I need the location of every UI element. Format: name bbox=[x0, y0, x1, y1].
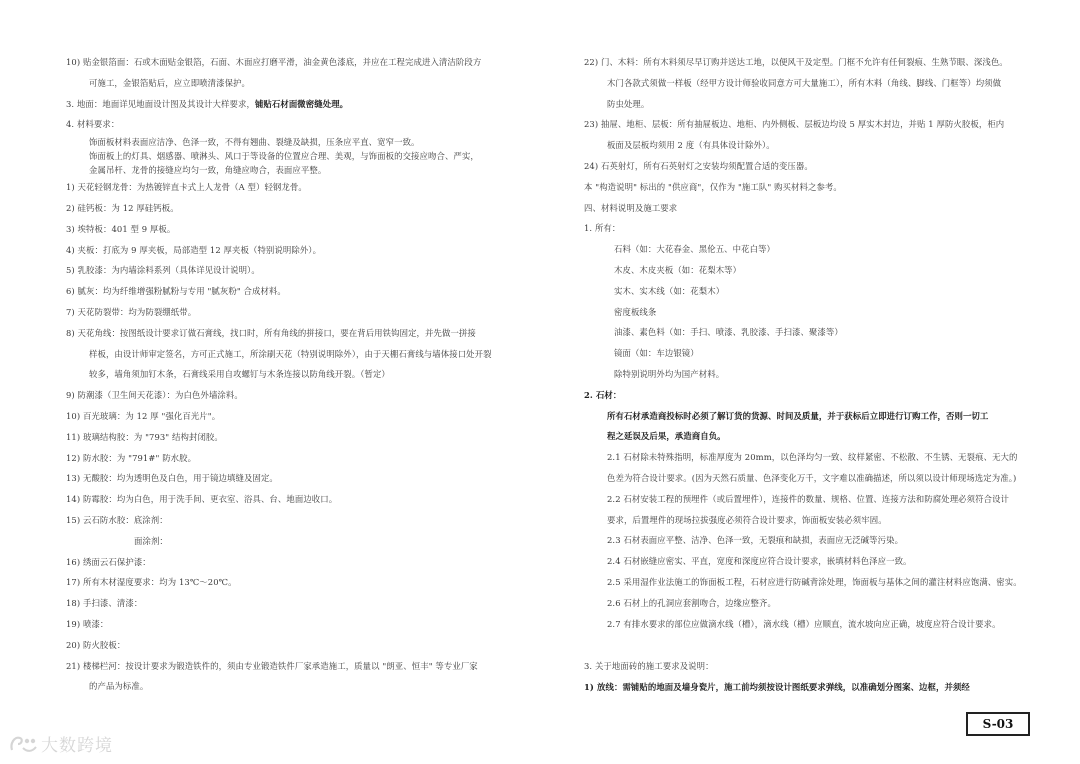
left-line bbox=[66, 552, 528, 573]
right-line-text: 2. 石材： bbox=[584, 389, 622, 400]
left-line bbox=[66, 177, 528, 198]
left-line bbox=[66, 344, 528, 365]
left-line-text: 17) 所有木材湿度要求：均为 13℃～20℃。 bbox=[66, 577, 237, 588]
left-line-text: 金属吊杆、龙骨的接缝应均匀一致，角缝应吻合，表面应平整。 bbox=[89, 165, 327, 176]
right-line bbox=[584, 218, 1044, 239]
left-line bbox=[66, 163, 528, 177]
right-line bbox=[584, 322, 1044, 343]
spacer bbox=[584, 634, 1044, 656]
left-line bbox=[66, 281, 528, 302]
right-line bbox=[584, 677, 1044, 698]
right-line bbox=[584, 385, 1044, 406]
left-line-text: 21) 楼梯栏河：按设计要求为锻造铁件的，须由专业锻造铁件厂家承造施工，质量以 "朗亚、恒丰" 等专业厂家 bbox=[66, 660, 478, 671]
right-line-text: 2.3 石材表面应平整、洁净、色泽一致，无裂痕和缺损，表面应无泛碱等污染。 bbox=[607, 535, 904, 546]
left-line-text: 15) 云石防水胶：底涂剂： bbox=[66, 514, 168, 525]
left-line bbox=[66, 656, 528, 677]
left-line-text: 16) 绣面云石保护漆： bbox=[66, 556, 151, 567]
left-line-text: 11) 玻璃结构胶：为 "793" 结构封闭胶。 bbox=[66, 431, 223, 442]
left-line bbox=[66, 385, 528, 406]
right-line-text: 密度板线条 bbox=[614, 306, 657, 317]
left-line-emphasis: 铺贴石材面微密缝处理。 bbox=[254, 98, 349, 109]
right-line-emphasis: 需铺贴的地面及墙身瓷片，施工前均须按设计图纸要求弹线，以准确划分图案、边框，并须经 bbox=[622, 682, 970, 693]
right-line-text: 2.4 石材嵌缝应密实、平直，宽度和深度应符合设计要求，嵌填材料色泽应一致。 bbox=[607, 556, 912, 567]
left-line-text: 20) 防火胶板： bbox=[66, 639, 126, 650]
right-line bbox=[584, 510, 1044, 531]
left-line bbox=[66, 427, 528, 448]
left-line-text: 13) 无酸胶：均为透明色及白色，用于镜边填缝及固定。 bbox=[66, 473, 278, 484]
left-line bbox=[66, 510, 528, 531]
right-line-text: 24) 石英射灯，所有石英射灯之安装均须配置合适的变压器。 bbox=[584, 160, 813, 171]
left-line bbox=[66, 614, 528, 635]
right-line-text: 木门各款式须做一样板（经甲方设计师验收同意方可大量施工），所有木料（角线、脚线、门框等）均须做 bbox=[607, 77, 1002, 88]
right-line-text: 色差为符合设计要求。(因为天然石质量、色泽变化万千，文字难以准确描述，所以须以设计师现场选定为准。) bbox=[607, 472, 1017, 483]
right-line-text: 油漆、素色料（如：手扫、喷漆、乳胶漆、手扫漆、聚漆等） bbox=[614, 327, 843, 338]
right-line-text: 2.5 采用湿作业法施工的饰面板工程，石材应进行防碱背涂处理，饰面板与基体之间的灌注材料应饱满、密实。 bbox=[607, 576, 1022, 587]
left-line-text: 7) 天花防裂带：均为防裂绷纸带。 bbox=[66, 306, 197, 317]
left-line-text: 3) 埃特板：401 型 9 厚板。 bbox=[66, 223, 176, 234]
left-line-text: 4) 夹板：打底为 9 厚夹板，局部造型 12 厚夹板（特别说明除外）。 bbox=[66, 244, 322, 255]
right-line-text: 木皮、木皮夹板（如：花梨木等） bbox=[614, 264, 742, 275]
right-line bbox=[584, 614, 1044, 635]
left-line bbox=[66, 114, 528, 135]
right-line-text: 2.6 石材上的孔洞应套割吻合，边缘应整齐。 bbox=[607, 597, 776, 608]
right-line-text: 四、材料说明及施工要求 bbox=[584, 202, 678, 213]
left-line bbox=[66, 489, 528, 510]
right-line bbox=[584, 551, 1044, 572]
right-line bbox=[584, 468, 1044, 489]
sheet-number: S-03 bbox=[982, 717, 1014, 731]
right-line bbox=[584, 343, 1044, 364]
left-line bbox=[66, 240, 528, 261]
left-line-text: 2) 硅钙板：为 12 厚硅钙板。 bbox=[66, 202, 179, 213]
left-line bbox=[66, 73, 528, 94]
right-line-text: 1. 所有： bbox=[584, 223, 621, 234]
left-line-text: 8) 天花角线：按图纸设计要求订做石膏线，找口时，所有角线的拼接口，要在背后用铁钩固定，并先做一拼接 bbox=[66, 327, 476, 338]
right-line bbox=[584, 135, 1044, 156]
left-line bbox=[66, 593, 528, 614]
right-line bbox=[584, 73, 1044, 94]
left-line bbox=[66, 572, 528, 593]
left-line-text: 面涂剂： bbox=[134, 535, 168, 546]
left-line-text: 1) 天花轻钢龙骨：为热镀锌直卡式上人龙骨（A 型）轻钢龙骨。 bbox=[66, 182, 307, 193]
right-line bbox=[584, 593, 1044, 614]
left-line bbox=[66, 94, 528, 115]
right-line bbox=[584, 364, 1044, 385]
right-line bbox=[584, 426, 1044, 447]
right-line bbox=[584, 239, 1044, 260]
left-line bbox=[66, 52, 528, 73]
left-line-text: 较多，墙角须加钉木条，石膏线采用自攻螺钉与木条连接以防角线开裂。（暂定） bbox=[89, 369, 390, 380]
right-line-text: 镜面（如：车边银镜） bbox=[614, 348, 699, 359]
watermark-text: 大数跨境 bbox=[41, 735, 113, 756]
left-line bbox=[66, 302, 528, 323]
left-line-text: 饰面板材料表面应洁净、色泽一致，不得有翘曲、裂缝及缺损，压条应平直、宽窄一致。 bbox=[89, 137, 420, 148]
right-line bbox=[584, 530, 1044, 551]
right-line-text: 2.2 石材安装工程的预埋件（或后置埋件），连接件的数量、规格、位置、连接方法和防腐处理必须符合设计 bbox=[607, 493, 1010, 504]
left-line bbox=[66, 635, 528, 656]
left-line-text: 9) 防潮漆（卫生间天花漆）：为白色外墙涂料。 bbox=[66, 390, 243, 401]
watermark-logo-icon bbox=[8, 732, 38, 754]
left-line-text: 的产品为标准。 bbox=[89, 681, 149, 692]
left-text-column bbox=[66, 52, 528, 697]
watermark bbox=[8, 730, 113, 756]
left-line-text: 5) 乳胶漆：为内墙涂料系列（具体详见设计说明）。 bbox=[66, 265, 260, 276]
right-line-text: 要求，后置埋件的现场拉拔强度必须符合设计要求，饰面板安装必须牢固。 bbox=[607, 514, 887, 525]
left-line-text: 4. 材料要求： bbox=[66, 119, 120, 130]
left-line-text: 饰面板上的灯具、烟感器、喷淋头、风口于等设备的位置应合理、美观，与饰面板的交接应吻合、严实， bbox=[89, 151, 479, 162]
right-line-text: 除特别说明外均为国产材料。 bbox=[614, 368, 725, 379]
sheet-number-box bbox=[966, 712, 1030, 736]
left-line-text: 样板，由设计师审定签名，方可正式施工，所涂刷天花（特别说明除外），由于天棚石膏线与墙体接口处开裂 bbox=[89, 348, 492, 359]
left-line-text: 10) 贴金银箔面：石或木面贴金银箔，石面、木面应打磨平滑，油金黄色漆底，并应在工程完成进入清洁阶段方 bbox=[66, 57, 482, 67]
left-line bbox=[66, 448, 528, 469]
left-line-text: 19) 喷漆： bbox=[66, 618, 109, 629]
right-text-column bbox=[584, 52, 1044, 698]
right-line-text: 程之延误及后果，承造商自负。 bbox=[607, 431, 726, 442]
right-line bbox=[584, 406, 1044, 427]
left-line bbox=[66, 149, 528, 163]
right-line bbox=[584, 114, 1044, 135]
right-line bbox=[584, 94, 1044, 115]
left-line bbox=[66, 323, 528, 344]
right-line-text: 23) 抽屉、地柜、层板：所有抽屉板边、地柜、内外侧板、层板边均设 5 厚实木封边，并贴 1 厚防火胶板，柜内 bbox=[584, 119, 1005, 130]
left-line bbox=[66, 676, 528, 697]
right-line-text: 1) 放线： bbox=[584, 682, 623, 693]
right-line bbox=[584, 489, 1044, 510]
left-line bbox=[66, 406, 528, 427]
left-line bbox=[66, 260, 528, 281]
left-line bbox=[66, 468, 528, 489]
left-line bbox=[66, 135, 528, 149]
left-line-text: 12) 防水胶：为 "791#" 防水胶。 bbox=[66, 452, 197, 463]
left-line bbox=[66, 364, 528, 385]
right-line-text: 2.1 石材除未特殊指明，标准厚度为 20mm，以色泽均匀一致、纹样紧密、不松散、不生锈、无裂痕、无大的 bbox=[607, 452, 1018, 463]
right-line-text: 22) 门、木料：所有木料须尽早订购并送达工地，以便风干及定型。门框不允许有任何裂痕、生熟节眼、深浅色。 bbox=[584, 57, 1008, 67]
right-line-text: 所有石材承造商投标时必须了解订货的货源、时间及质量，并于获标后立即进行订购工作，否则一切工 bbox=[607, 410, 989, 421]
right-line-text: 本 "构造说明" 标出的 "供应商"，仅作为 "施工队" 购买材料之参考。 bbox=[584, 181, 842, 192]
right-line-text: 石料（如：大花春金、黑伦五、中花白等） bbox=[614, 244, 776, 255]
right-line bbox=[584, 572, 1044, 593]
left-line-text: 18) 手扫漆、清漆： bbox=[66, 598, 143, 609]
right-line bbox=[584, 656, 1044, 677]
left-line-text: 6) 腻灰：均为纤维增强粉腻粉与专用 "腻灰粉" 合成材料。 bbox=[66, 286, 286, 297]
right-line-text: 实木、实木线（如：花梨木） bbox=[614, 285, 725, 296]
right-line bbox=[584, 198, 1044, 219]
left-line-text: 14) 防霉胶：均为白色，用于洗手间、更衣室、浴具、台、地面边收口。 bbox=[66, 494, 338, 505]
left-line-text: 可施工，金银箔贴后，应立即喷清漆保护。 bbox=[89, 77, 251, 88]
left-line-text: 3. 地面：地面详见地面设计图及其设计大样要求， bbox=[66, 98, 255, 109]
right-line bbox=[584, 281, 1044, 302]
right-line bbox=[584, 177, 1044, 198]
left-line-text: 10) 百光玻璃：为 12 厚 "强化百光片"。 bbox=[66, 410, 221, 421]
left-line bbox=[66, 198, 528, 219]
right-line bbox=[584, 156, 1044, 177]
left-line bbox=[66, 219, 528, 240]
right-line-text: 防虫处理。 bbox=[607, 98, 650, 109]
left-line bbox=[66, 531, 528, 552]
right-line-text: 板面及层板均须用 2 度（有具体设计除外）。 bbox=[607, 140, 775, 151]
right-line bbox=[584, 302, 1044, 323]
right-line bbox=[584, 447, 1044, 468]
right-line bbox=[584, 260, 1044, 281]
right-line bbox=[584, 52, 1044, 73]
right-line-text: 2.7 有排水要求的部位应做滴水线（槽），滴水线（槽）应顺直，流水坡向应正确，坡度应符合设计要求。 bbox=[607, 618, 1001, 629]
right-line-text: 3. 关于地面砖的施工要求及说明： bbox=[584, 661, 714, 672]
